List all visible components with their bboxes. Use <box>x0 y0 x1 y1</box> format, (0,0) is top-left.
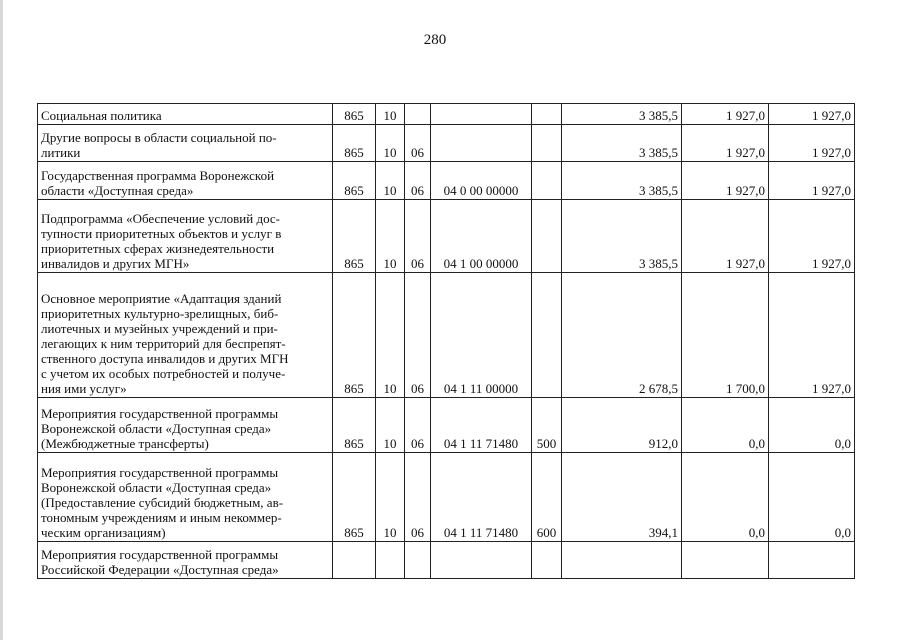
expense-type-cell: 500 <box>532 398 562 453</box>
row-name: Государственная программа Воронежской области «Доступная среда» <box>38 162 333 200</box>
section-cell: 10 <box>376 104 405 125</box>
subsection-cell <box>405 104 431 125</box>
amount-cell-2: 1 927,0 <box>682 200 769 273</box>
amount-cell-3 <box>769 542 855 579</box>
section-cell: 10 <box>376 453 405 542</box>
target-article-cell <box>431 104 532 125</box>
amount-cell-1: 394,1 <box>562 453 682 542</box>
amount-cell-1: 912,0 <box>562 398 682 453</box>
amount-cell-3: 1 927,0 <box>769 162 855 200</box>
amount-cell-2: 0,0 <box>682 398 769 453</box>
page-number: 280 <box>423 32 447 48</box>
table-row <box>38 273 855 398</box>
target-article-cell <box>431 125 532 162</box>
subsection-cell: 06 <box>405 398 431 453</box>
amount-cell-3: 0,0 <box>769 398 855 453</box>
row-name: Мероприятия государственной программы Воронежской области «Доступная среда» (Межбюджетные трансферты) <box>38 398 333 453</box>
expense-type-cell: 600 <box>532 453 562 542</box>
subsection-cell: 06 <box>405 162 431 200</box>
subsection-cell: 06 <box>405 125 431 162</box>
section-cell: 10 <box>376 398 405 453</box>
table-row <box>38 162 855 200</box>
table-row <box>38 125 855 162</box>
section-cell: 10 <box>376 273 405 398</box>
grbs-cell: 865 <box>333 453 376 542</box>
grbs-cell: 865 <box>333 162 376 200</box>
grbs-cell: 865 <box>333 398 376 453</box>
grbs-cell: 865 <box>333 125 376 162</box>
amount-cell-1: 3 385,5 <box>562 162 682 200</box>
table-row <box>38 453 855 542</box>
budget-table <box>37 103 855 579</box>
expense-type-cell <box>532 273 562 398</box>
amount-cell-1: 2 678,5 <box>562 273 682 398</box>
section-cell: 10 <box>376 162 405 200</box>
target-article-cell: 04 1 11 71480 <box>431 453 532 542</box>
expense-type-cell <box>532 200 562 273</box>
section-cell: 10 <box>376 125 405 162</box>
amount-cell-1: 3 385,5 <box>562 104 682 125</box>
grbs-cell: 865 <box>333 200 376 273</box>
table-row <box>38 104 855 125</box>
amount-cell-3: 1 927,0 <box>769 125 855 162</box>
row-name: Подпрограмма «Обеспечение условий дос- тупности приоритетных объектов и услуг в приоритетных сферах жизнедеятельности инвалидов и других МГН» <box>38 200 333 273</box>
subsection-cell: 06 <box>405 453 431 542</box>
row-name: Другие вопросы в области социальной по- литики <box>38 125 333 162</box>
target-article-cell: 04 0 00 00000 <box>431 162 532 200</box>
row-name: Социальная политика <box>38 104 333 125</box>
amount-cell-1: 3 385,5 <box>562 200 682 273</box>
row-name: Основное мероприятие «Адаптация зданий приоритетных культурно-зрелищных, биб- лиотечных и музейных учреждений и при- легающих к ним территорий для беспрепят- ственного доступа инвалидов и других МГН с учетом их особых потребностей и получе- ния ими услуг» <box>38 273 333 398</box>
amount-cell-2: 1 927,0 <box>682 162 769 200</box>
grbs-cell: 865 <box>333 273 376 398</box>
expense-type-cell <box>532 542 562 579</box>
amount-cell-2: 1 927,0 <box>682 104 769 125</box>
amount-cell-3: 1 927,0 <box>769 273 855 398</box>
scan-edge <box>0 0 3 640</box>
table-row <box>38 398 855 453</box>
grbs-cell: 865 <box>333 104 376 125</box>
table-row <box>38 200 855 273</box>
section-cell: 10 <box>376 200 405 273</box>
target-article-cell: 04 1 11 00000 <box>431 273 532 398</box>
subsection-cell: 06 <box>405 200 431 273</box>
amount-cell-3: 1 927,0 <box>769 104 855 125</box>
amount-cell-1: 3 385,5 <box>562 125 682 162</box>
grbs-cell <box>333 542 376 579</box>
subsection-cell: 06 <box>405 273 431 398</box>
expense-type-cell <box>532 162 562 200</box>
amount-cell-2: 1 927,0 <box>682 125 769 162</box>
row-name: Мероприятия государственной программы Российской Федерации «Доступная среда» <box>38 542 333 579</box>
amount-cell-1 <box>562 542 682 579</box>
target-article-cell: 04 1 11 71480 <box>431 398 532 453</box>
row-name: Мероприятия государственной программы Воронежской области «Доступная среда» (Предоставление субсидий бюджетным, ав- тономным учреждениям и иным некоммер- ческим организациям) <box>38 453 333 542</box>
section-cell <box>376 542 405 579</box>
amount-cell-3: 0,0 <box>769 453 855 542</box>
table-row <box>38 542 855 579</box>
subsection-cell <box>405 542 431 579</box>
amount-cell-2 <box>682 542 769 579</box>
target-article-cell: 04 1 00 00000 <box>431 200 532 273</box>
amount-cell-2: 0,0 <box>682 453 769 542</box>
amount-cell-3: 1 927,0 <box>769 200 855 273</box>
expense-type-cell <box>532 104 562 125</box>
amount-cell-2: 1 700,0 <box>682 273 769 398</box>
target-article-cell <box>431 542 532 579</box>
expense-type-cell <box>532 125 562 162</box>
